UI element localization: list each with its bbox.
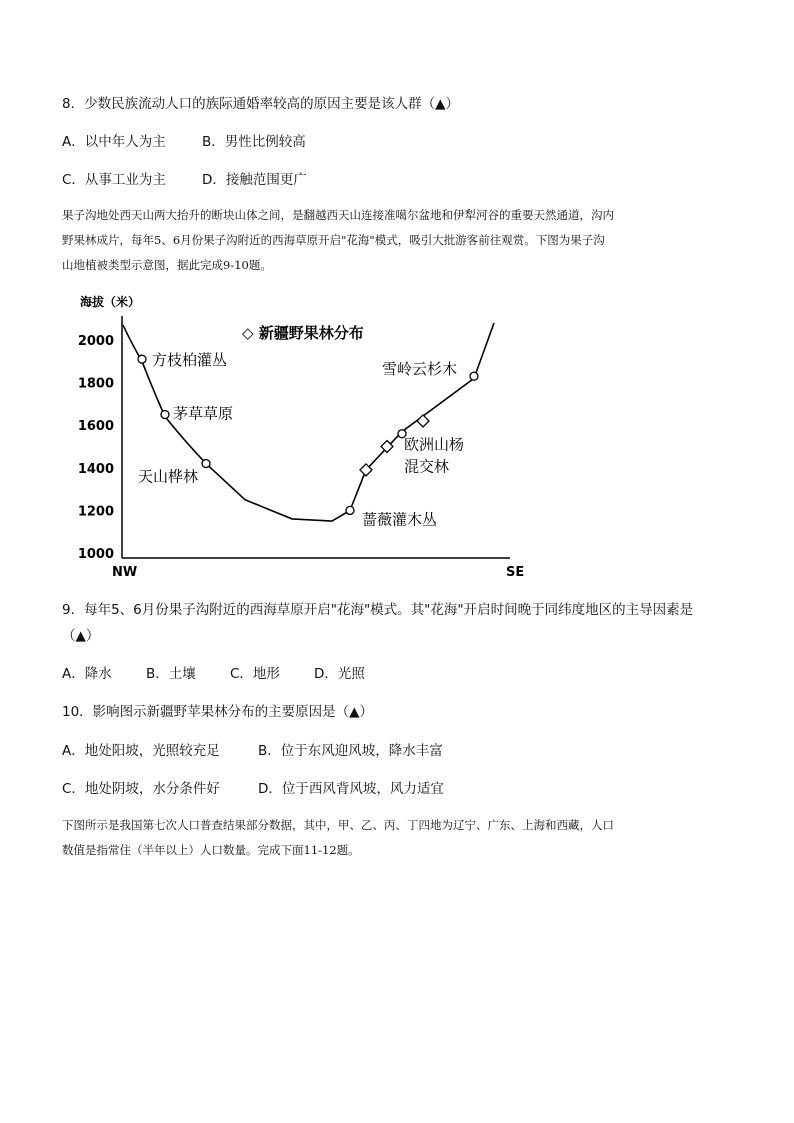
chart-legend: ◇ 新疆野果林分布 [242,324,364,342]
q8-option-d: D．接触范围更广 [202,172,307,188]
vegetation-label: 雪岭云杉木 [382,360,458,379]
passage-1-line-1: 果子沟地处西天山两大抬升的断块山体之间，是翻越西天山连接准噶尔盆地和伊犁河谷的重要天然通道，沟内 [62,208,614,222]
vegetation-point [138,355,146,363]
vegetation-label: 欧洲山杨 [404,435,465,454]
vegetation-label: 天山桦林 [138,467,199,486]
x-label-nw: NW [112,565,138,580]
vegetation-point [202,460,210,468]
q9-option-c: C．地形 [230,666,280,682]
q8-option-b: B．男性比例较高 [202,134,306,150]
vegetation-label: 蔷薇灌木丛 [362,510,438,529]
vegetation-point [346,506,354,514]
vegetation-point [470,372,478,380]
q10-option-c: C．地处阴坡，水分条件好 [62,781,220,797]
q10-option-b: B．位于东风迎风坡，降水丰富 [258,743,443,759]
y-tick-label: 1400 [77,461,114,477]
x-label-se: SE [506,565,525,580]
y-tick-label: 1800 [77,376,114,392]
q10-option-d: D．位于西风背风坡，风力适宜 [258,781,444,797]
question-10-stem: 10．影响图示新疆野苹果林分布的主要原因是（▲） [62,704,374,720]
fruit-forest-marker [417,415,429,427]
q9-option-b: B．土壤 [146,666,196,682]
vegetation-label: 方枝柏灌丛 [152,351,228,370]
y-tick-label: 1600 [77,419,114,435]
q8-option-c: C．从事工业为主 [62,172,166,188]
vegetation-profile-chart [70,288,530,583]
y-tick-label: 2000 [77,334,114,349]
vegetation-point [161,411,169,419]
vegetation-label: 茅草草原 [173,404,234,423]
q10-option-a: A．地处阳坡，光照较充足 [62,743,220,759]
passage-2-line-1: 下图所示是我国第七次人口普查结果部分数据，其中，甲、乙、丙、丁四地为辽宁、广东、上海和西藏，人口 [62,818,614,832]
question-8-stem: 8．少数民族流动人口的族际通婚率较高的原因主要是该人群（▲） [62,96,459,112]
y-axis-label: 海拔（米） [80,295,141,309]
question-9-stem: 9．每年5、6月份果子沟附近的西海草原开启"花海"模式。其"花海"开启时间晚于同纬度地区的主导因素是 [62,602,694,618]
vegetation-label-line2: 混交林 [404,457,450,476]
passage-2-line-2: 数值是指常住（半年以上）人口数量。完成下面11-12题。 [62,843,360,857]
q8-option-a: A．以中年人为主 [62,134,166,150]
passage-1-line-3: 山地植被类型示意图，据此完成9-10题。 [62,258,272,272]
passage-1-line-2: 野果林成片，每年5、6月份果子沟附近的西海草原开启"花海"模式，吸引大批游客前往观赏。下图为果子沟 [62,233,605,247]
q9-option-d: D．光照 [314,666,365,682]
y-tick-label: 1200 [77,504,114,520]
q9-option-a: A．降水 [62,666,112,682]
question-9-stem-cont: （▲） [62,628,100,644]
y-tick-label: 1000 [77,547,114,562]
